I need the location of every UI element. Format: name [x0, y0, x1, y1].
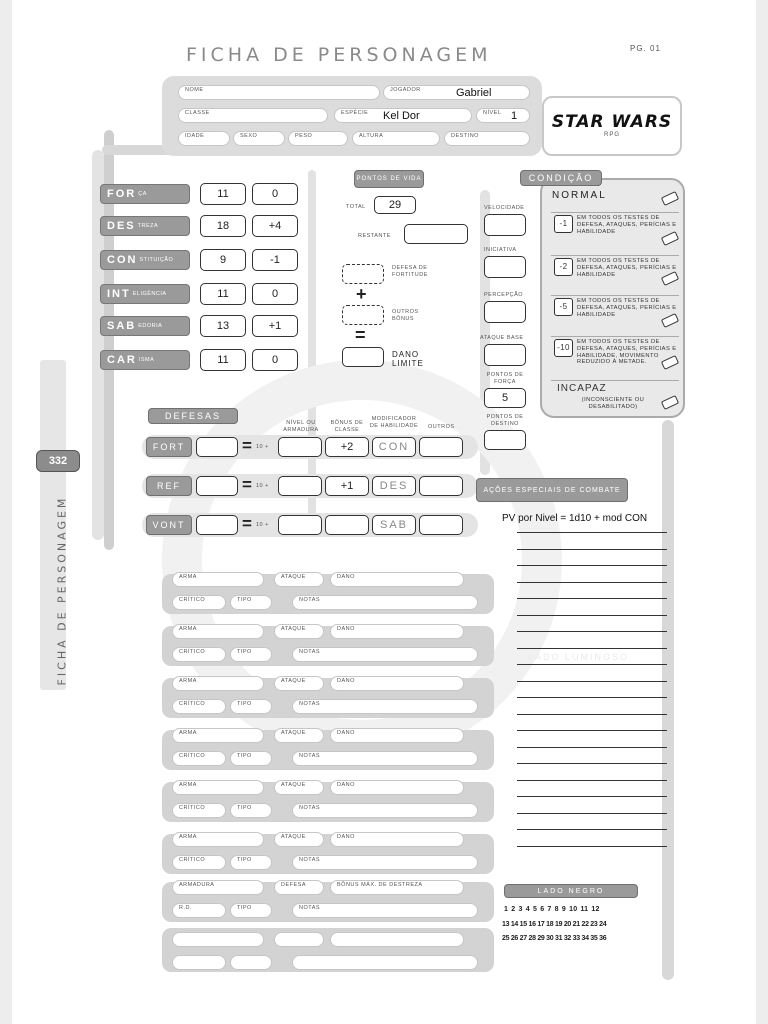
acoes-line[interactable]: [517, 747, 667, 748]
jogador-value: Gabriel: [456, 87, 492, 99]
weapon-notas-field[interactable]: NOTAS: [292, 595, 478, 610]
acoes-line[interactable]: [517, 648, 667, 649]
hdr-mod: MODIFICADOR DE HABILIDADE: [369, 416, 419, 429]
defesa-outros-box[interactable]: [419, 437, 463, 457]
condicao-step-number: -2: [554, 258, 573, 276]
weapon-critico-field[interactable]: CRÍTICO: [172, 855, 226, 870]
weapon-ataque-field[interactable]: ATAQUE: [274, 676, 324, 691]
condicao-step[interactable]: [551, 295, 679, 335]
lado-negro-header: LADO NEGRO: [504, 884, 638, 898]
attribute-mod-box[interactable]: +1: [252, 315, 298, 337]
attribute-mod-box[interactable]: 0: [252, 349, 298, 371]
nome-field[interactable]: NOME: [178, 85, 380, 100]
acoes-watermark: LADO LUMINOSO: [528, 652, 630, 662]
acoes-line[interactable]: [517, 697, 667, 698]
attribute-sab-button[interactable]: SAB EDORIA: [100, 316, 190, 336]
acoes-line[interactable]: [517, 549, 667, 550]
dano-limite-box[interactable]: [342, 347, 384, 367]
destino-field[interactable]: DESTINO: [444, 131, 530, 146]
attribute-des-button[interactable]: DES TREZA: [100, 216, 190, 236]
weapon-tipo-field[interactable]: TIPO: [230, 803, 272, 818]
defesa-mod-box[interactable]: SAB: [372, 515, 416, 535]
acoes-line[interactable]: [517, 615, 667, 616]
total-pv-box[interactable]: 29: [374, 196, 416, 214]
jogador-field[interactable]: JOGADOR Gabriel: [383, 85, 530, 100]
attribute-mod-box[interactable]: +4: [252, 215, 298, 237]
attribute-mod-box[interactable]: 0: [252, 183, 298, 205]
equals-sign: =: [242, 436, 252, 455]
condicao-step[interactable]: [551, 255, 679, 295]
restante-label: RESTANTE: [358, 233, 391, 239]
page-title: FICHA DE PERSONAGEM: [186, 44, 492, 66]
weapon-critico-field[interactable]: CRÍTICO: [172, 595, 226, 610]
acoes-line[interactable]: [517, 631, 667, 632]
weapon-arma-field[interactable]: ARMA: [172, 624, 264, 639]
acoes-line[interactable]: [517, 763, 667, 764]
nivel-value: 1: [511, 110, 518, 122]
hdr-nivel: NÍVEL OU ARMADURA: [283, 420, 319, 433]
condicao-step-text: EM TODOS OS TESTES DE DEFESA, ATAQUES, PERÍCIAS E HABILIDADE, MOVIMENTO REDUZIDO À METADE.: [577, 339, 677, 366]
side-badge: 332: [36, 450, 80, 472]
acoes-line[interactable]: [517, 664, 667, 665]
defesa-total-box[interactable]: [196, 437, 238, 457]
attribute-int-button[interactable]: INT ELIGÊNCIA: [100, 284, 190, 304]
weapon-ataque-field[interactable]: ATAQUE: [274, 728, 324, 743]
attribute-mod-box[interactable]: 0: [252, 283, 298, 305]
weapon-arma-field[interactable]: ARMA: [172, 780, 264, 795]
ataque-base-box[interactable]: [484, 344, 526, 366]
defesa-ref-label: REF: [146, 476, 192, 496]
acoes-line[interactable]: [517, 532, 667, 533]
acoes-line[interactable]: [517, 598, 667, 599]
equals-sign: =: [355, 325, 366, 345]
attribute-score-box[interactable]: 11: [200, 349, 246, 371]
weapon-critico-field[interactable]: CRÍTICO: [172, 699, 226, 714]
star-wars-logo: STAR WARS RPG: [542, 96, 682, 156]
defesa-outros-box[interactable]: [419, 515, 463, 535]
armor-notas-field[interactable]: NOTAS: [292, 903, 478, 918]
weapon-tipo-field[interactable]: TIPO: [230, 699, 272, 714]
condicao-step[interactable]: [551, 336, 679, 380]
lado-negro-row[interactable]: 25 26 27 28 29 30 31 32 33 34 35 36: [502, 935, 607, 942]
weapon-tipo-field[interactable]: TIPO: [230, 855, 272, 870]
attribute-mod-box[interactable]: -1: [252, 249, 298, 271]
velocidade-label: VELOCIDADE: [484, 205, 525, 211]
weapon-arma-field[interactable]: ARMA: [172, 832, 264, 847]
weapon-dano-field[interactable]: DANO: [330, 728, 464, 743]
armadura-field[interactable]: ARMADURA: [172, 880, 264, 895]
condicao-step-text: EM TODOS OS TESTES DE DEFESA, ATAQUES, PERÍCIAS E HABILIDADE: [577, 298, 677, 318]
defesa-mod-box[interactable]: CON: [372, 437, 416, 457]
weapon-ataque-field[interactable]: ATAQUE: [274, 624, 324, 639]
acoes-line[interactable]: [517, 813, 667, 814]
weapon-notas-field[interactable]: NOTAS: [292, 751, 478, 766]
percepcao-label: PERCEPÇÃO: [484, 292, 524, 298]
defesa-base: 10 +: [256, 444, 269, 450]
especie-value: Kel Dor: [383, 110, 420, 122]
weapon-dano-field[interactable]: DANO: [330, 780, 464, 795]
attribute-score-box[interactable]: 13: [200, 315, 246, 337]
attribute-score-box[interactable]: 9: [200, 249, 246, 271]
armor-extra-field[interactable]: [230, 955, 272, 970]
attribute-for-button[interactable]: FOR ÇA: [100, 184, 190, 204]
defesa-nivel-box[interactable]: [278, 437, 322, 457]
equals-sign: =: [242, 514, 252, 533]
frame-left-bar: [92, 150, 104, 540]
acoes-line[interactable]: [517, 714, 667, 715]
hdr-outros: OUTROS: [428, 424, 455, 430]
defesa-vont-label: VONT: [146, 515, 192, 535]
condicao-header: CONDIÇÃO: [520, 170, 602, 186]
pontos-destino-label: PONTOS DE DESTINO: [486, 414, 524, 427]
weapon-critico-field[interactable]: CRÍTICO: [172, 751, 226, 766]
character-sheet: [12, 0, 756, 1024]
percepcao-box[interactable]: [484, 301, 526, 323]
condicao-step-text: EM TODOS OS TESTES DE DEFESA, ATAQUES, PERÍCIAS E HABILIDADE: [577, 258, 677, 278]
idade-field[interactable]: IDADE: [178, 131, 230, 146]
weapon-dano-field[interactable]: DANO: [330, 676, 464, 691]
armor-tipo-field[interactable]: TIPO: [230, 903, 272, 918]
weapon-critico-field[interactable]: CRÍTICO: [172, 647, 226, 662]
pontos-forca-box[interactable]: 5: [484, 388, 526, 408]
defesa-nivel-box[interactable]: [278, 515, 322, 535]
acoes-line[interactable]: [517, 829, 667, 830]
armor-extra-field[interactable]: [274, 932, 324, 947]
defesa-total-box[interactable]: [196, 476, 238, 496]
weapon-arma-field[interactable]: ARMA: [172, 572, 264, 587]
attribute-score-box[interactable]: 11: [200, 183, 246, 205]
acoes-line[interactable]: [517, 681, 667, 682]
weapon-arma-field[interactable]: ARMA: [172, 676, 264, 691]
pontos-forca-label: PONTOS DE FORÇA: [486, 372, 524, 385]
acoes-header: AÇÕES ESPECIAIS DE COMBATE: [476, 478, 628, 502]
weapon-critico-field[interactable]: CRÍTICO: [172, 803, 226, 818]
acoes-note: PV por Nivel = 1d10 + mod CON: [502, 513, 648, 524]
pontos-destino-box[interactable]: [484, 430, 526, 450]
armor-extra-field[interactable]: [330, 932, 464, 947]
weapon-notas-field[interactable]: NOTAS: [292, 803, 478, 818]
frame-right-bar: [662, 420, 674, 980]
rd-field[interactable]: R.D.: [172, 903, 226, 918]
especie-field[interactable]: ESPÉCIE Kel Dor: [334, 108, 472, 123]
iniciativa-label: INICIATIVA: [484, 247, 517, 253]
iniciativa-box[interactable]: [484, 256, 526, 278]
outros-bonus-label: OUTROS BÔNUS: [392, 309, 419, 322]
condicao-step-number: -1: [554, 215, 573, 233]
lado-negro-row[interactable]: 13 14 15 16 17 18 19 20 21 22 23 24: [502, 921, 607, 928]
condicao-step-text: EM TODOS OS TESTES DE DEFESA, ATAQUES, PERÍCIAS E HABILIDADE: [577, 215, 677, 235]
attribute-con-button[interactable]: CON STITUIÇÃO: [100, 250, 190, 270]
defesa-fort-label: FORT: [146, 437, 192, 457]
armor-extra-field[interactable]: [292, 955, 478, 970]
condicao-incapaz: INCAPAZ (INCONSCIENTE OU DESABILITADO): [551, 380, 679, 416]
defesa-fortitude-box[interactable]: [342, 264, 384, 284]
weapon-dano-field[interactable]: DANO: [330, 624, 464, 639]
acoes-line[interactable]: [517, 780, 667, 781]
defesa-classe-box[interactable]: [325, 515, 369, 535]
defesa-outros-box[interactable]: [419, 476, 463, 496]
side-vertical-title: FICHA DE PERSONAGEM: [55, 495, 69, 686]
plus-sign: +: [356, 284, 367, 304]
lado-negro-row[interactable]: 1 2 3 4 5 6 7 8 9 10 11 12: [504, 906, 600, 913]
condicao-normal: NORMAL: [552, 190, 607, 201]
weapon-arma-field[interactable]: ARMA: [172, 728, 264, 743]
velocidade-box[interactable]: [484, 214, 526, 236]
defesas-header: DEFESAS: [148, 408, 238, 424]
weapon-tipo-field[interactable]: TIPO: [230, 595, 272, 610]
weapon-dano-field[interactable]: DANO: [330, 572, 464, 587]
weapon-ataque-field[interactable]: ATAQUE: [274, 832, 324, 847]
total-label: TOTAL: [346, 204, 366, 210]
weapon-tipo-field[interactable]: TIPO: [230, 751, 272, 766]
defesa-armor-field[interactable]: DEFESA: [274, 880, 324, 895]
altura-field[interactable]: ALTURA: [352, 131, 440, 146]
condicao-step-number: -10: [554, 339, 573, 357]
weapon-notas-field[interactable]: NOTAS: [292, 855, 478, 870]
defesa-fortitude-label: DEFESA DE FORTITUDE: [392, 265, 428, 278]
ataque-base-label: ATAQUE BASE: [480, 335, 524, 341]
defesa-total-box[interactable]: [196, 515, 238, 535]
weapon-tipo-field[interactable]: TIPO: [230, 647, 272, 662]
defesa-nivel-box[interactable]: [278, 476, 322, 496]
outros-bonus-box[interactable]: [342, 305, 384, 325]
equals-sign: =: [242, 475, 252, 494]
acoes-line[interactable]: [517, 796, 667, 797]
sexo-field[interactable]: SEXO: [233, 131, 285, 146]
attribute-car-button[interactable]: CAR ISMA: [100, 350, 190, 370]
defesa-classe-box[interactable]: +2: [325, 437, 369, 457]
pontos-vida-header: PONTOS DE VIDA: [354, 170, 424, 188]
weapon-ataque-field[interactable]: ATAQUE: [274, 572, 324, 587]
defesa-classe-box[interactable]: +1: [325, 476, 369, 496]
dano-limite-label: DANO LIMITE: [392, 350, 424, 368]
restante-pv-box[interactable]: [404, 224, 468, 244]
condicao-step[interactable]: [551, 212, 679, 252]
defesa-mod-box[interactable]: DES: [372, 476, 416, 496]
weapon-dano-field[interactable]: DANO: [330, 832, 464, 847]
weapon-ataque-field[interactable]: ATAQUE: [274, 780, 324, 795]
classe-field[interactable]: CLASSE: [178, 108, 328, 123]
armor-extra-field[interactable]: [172, 932, 264, 947]
weapon-notas-field[interactable]: NOTAS: [292, 647, 478, 662]
armor-extra-field[interactable]: [172, 955, 226, 970]
hdr-classe: BÔNUS DE CLASSE: [330, 420, 364, 433]
nivel-field[interactable]: NÍVEL 1: [476, 108, 530, 123]
acoes-line[interactable]: [517, 582, 667, 583]
page-number: PG. 01: [630, 44, 661, 53]
acoes-line[interactable]: [517, 846, 667, 847]
attribute-score-box[interactable]: 18: [200, 215, 246, 237]
peso-field[interactable]: PESO: [288, 131, 348, 146]
attribute-score-box[interactable]: 11: [200, 283, 246, 305]
condicao-step-number: -5: [554, 298, 573, 316]
weapon-notas-field[interactable]: NOTAS: [292, 699, 478, 714]
acoes-line[interactable]: [517, 730, 667, 731]
defesa-base: 10 +: [256, 483, 269, 489]
acoes-line[interactable]: [517, 565, 667, 566]
bonus-destreza-field[interactable]: BÔNUS MÁX. DE DESTREZA: [330, 880, 464, 895]
defesa-base: 10 +: [256, 522, 269, 528]
